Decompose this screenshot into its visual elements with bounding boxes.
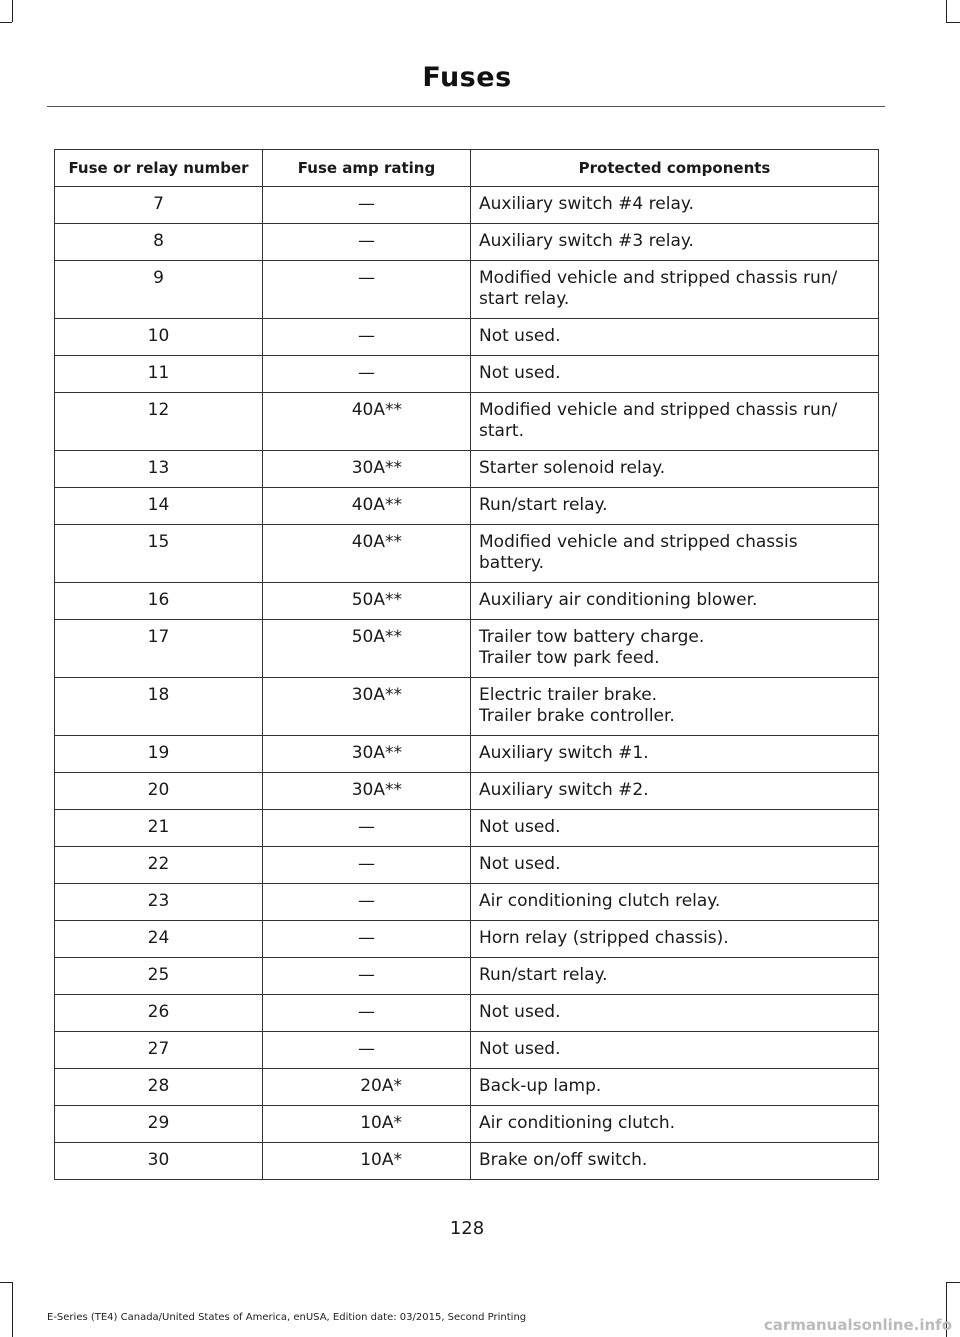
fuse-table-body bbox=[55, 187, 879, 1180]
component-line: Auxiliary air conditioning blower. bbox=[479, 590, 758, 610]
component-line: Modified vehicle and stripped chassis bbox=[479, 532, 798, 552]
amp-rating-cell: — bbox=[263, 319, 471, 356]
table-row bbox=[55, 847, 879, 884]
fuse-number-cell: 29 bbox=[55, 1106, 263, 1143]
table-row bbox=[55, 678, 879, 736]
fuse-number-cell: 30 bbox=[55, 1143, 263, 1180]
fuse-number-cell: 11 bbox=[55, 356, 263, 393]
component-line: Not used. bbox=[479, 363, 561, 383]
page-number: 128 bbox=[449, 1218, 485, 1239]
protected-components-cell bbox=[471, 393, 879, 451]
component-line: Trailer tow battery charge. bbox=[479, 627, 705, 647]
section-title: Fuses bbox=[422, 62, 512, 93]
component-line: Auxiliary switch #4 relay. bbox=[479, 194, 694, 214]
amp-rating-cell: 40A** bbox=[263, 525, 471, 583]
column-header-fuse-number: Fuse or relay number bbox=[55, 150, 263, 187]
table-row bbox=[55, 995, 879, 1032]
component-line: Modified vehicle and stripped chassis run/ bbox=[479, 400, 838, 420]
footer-edition-info: E-Series (TE4) Canada/United States of America, enUSA, Edition date: 03/2015, Second Printing bbox=[47, 1312, 527, 1323]
amp-rating-cell: 40A** bbox=[263, 393, 471, 451]
fuse-number-cell: 23 bbox=[55, 884, 263, 921]
crop-mark-top-left-h bbox=[0, 22, 12, 23]
column-header-amp-rating: Fuse amp rating bbox=[263, 150, 471, 187]
amp-rating-cell: — bbox=[263, 847, 471, 884]
fuse-number-cell: 21 bbox=[55, 810, 263, 847]
fuse-number-cell: 9 bbox=[55, 261, 263, 319]
protected-components-cell bbox=[471, 1069, 879, 1106]
title-rule bbox=[47, 106, 885, 107]
fuse-number-cell: 24 bbox=[55, 921, 263, 958]
table-row bbox=[55, 525, 879, 583]
protected-components-cell bbox=[471, 810, 879, 847]
protected-components-cell bbox=[471, 620, 879, 678]
component-line: battery. bbox=[479, 553, 545, 573]
watermark: carmanualsonline.info bbox=[763, 1316, 952, 1334]
table-row bbox=[55, 393, 879, 451]
crop-mark-bottom-left-v bbox=[12, 1282, 13, 1337]
table-row bbox=[55, 810, 879, 847]
table-row bbox=[55, 187, 879, 224]
amp-rating-cell: — bbox=[263, 356, 471, 393]
protected-components-cell bbox=[471, 736, 879, 773]
component-line: Not used. bbox=[479, 326, 561, 346]
amp-rating-cell: 10A* bbox=[263, 1106, 471, 1143]
component-line: start relay. bbox=[479, 289, 570, 309]
fuse-number-cell: 12 bbox=[55, 393, 263, 451]
protected-components-cell bbox=[471, 1143, 879, 1180]
fuse-number-cell: 28 bbox=[55, 1069, 263, 1106]
table-row bbox=[55, 921, 879, 958]
fuse-number-cell: 13 bbox=[55, 451, 263, 488]
component-line: Auxiliary switch #1. bbox=[479, 743, 649, 763]
amp-rating-cell: 50A** bbox=[263, 583, 471, 620]
component-line: Auxiliary switch #3 relay. bbox=[479, 231, 694, 251]
component-line: Run/start relay. bbox=[479, 495, 608, 515]
amp-rating-cell: — bbox=[263, 884, 471, 921]
component-line: Not used. bbox=[479, 1039, 561, 1059]
component-line: start. bbox=[479, 421, 524, 441]
fuse-number-cell: 26 bbox=[55, 995, 263, 1032]
table-row bbox=[55, 451, 879, 488]
fuse-number-cell: 8 bbox=[55, 224, 263, 261]
protected-components-cell bbox=[471, 356, 879, 393]
protected-components-cell bbox=[471, 451, 879, 488]
protected-components-cell bbox=[471, 261, 879, 319]
table-row bbox=[55, 884, 879, 921]
component-line: Not used. bbox=[479, 854, 561, 874]
table-row bbox=[55, 583, 879, 620]
amp-rating-cell: 10A* bbox=[263, 1143, 471, 1180]
protected-components-cell bbox=[471, 1106, 879, 1143]
component-line: Starter solenoid relay. bbox=[479, 458, 666, 478]
protected-components-cell bbox=[471, 884, 879, 921]
fuse-number-cell: 25 bbox=[55, 958, 263, 995]
table-row bbox=[55, 1143, 879, 1180]
component-line: Brake on/off switch. bbox=[479, 1150, 648, 1170]
component-line: Not used. bbox=[479, 1002, 561, 1022]
fuse-number-cell: 27 bbox=[55, 1032, 263, 1069]
crop-mark-top-left-v bbox=[12, 0, 13, 22]
table-row bbox=[55, 620, 879, 678]
component-line: Trailer tow park feed. bbox=[479, 648, 660, 668]
fuse-number-cell: 16 bbox=[55, 583, 263, 620]
table-row bbox=[55, 319, 879, 356]
fuse-number-cell: 20 bbox=[55, 773, 263, 810]
protected-components-cell bbox=[471, 224, 879, 261]
table-row bbox=[55, 773, 879, 810]
table-row bbox=[55, 958, 879, 995]
amp-rating-cell: 20A* bbox=[263, 1069, 471, 1106]
protected-components-cell bbox=[471, 847, 879, 884]
fuse-table bbox=[54, 149, 879, 1180]
crop-mark-top-right-h bbox=[946, 22, 960, 23]
amp-rating-cell: — bbox=[263, 187, 471, 224]
component-line: Run/start relay. bbox=[479, 965, 608, 985]
component-line: Trailer brake controller. bbox=[479, 706, 675, 726]
protected-components-cell bbox=[471, 773, 879, 810]
fuse-number-cell: 10 bbox=[55, 319, 263, 356]
protected-components-cell bbox=[471, 488, 879, 525]
protected-components-cell bbox=[471, 921, 879, 958]
table-row bbox=[55, 488, 879, 525]
amp-rating-cell: — bbox=[263, 995, 471, 1032]
amp-rating-cell: 30A** bbox=[263, 736, 471, 773]
table-row bbox=[55, 224, 879, 261]
fuse-number-cell: 19 bbox=[55, 736, 263, 773]
amp-rating-cell: — bbox=[263, 921, 471, 958]
component-line: Auxiliary switch #2. bbox=[479, 780, 649, 800]
table-row bbox=[55, 736, 879, 773]
amp-rating-cell: 30A** bbox=[263, 451, 471, 488]
crop-mark-top-right-v bbox=[946, 0, 947, 22]
fuse-number-cell: 18 bbox=[55, 678, 263, 736]
amp-rating-cell: — bbox=[263, 261, 471, 319]
amp-rating-cell: — bbox=[263, 810, 471, 847]
protected-components-cell bbox=[471, 958, 879, 995]
fuse-number-cell: 7 bbox=[55, 187, 263, 224]
crop-mark-bottom-right-h bbox=[946, 1282, 960, 1283]
crop-mark-bottom-left-h bbox=[0, 1282, 12, 1283]
component-line: Air conditioning clutch relay. bbox=[479, 891, 721, 911]
amp-rating-cell: — bbox=[263, 224, 471, 261]
amp-rating-cell: 30A** bbox=[263, 773, 471, 810]
protected-components-cell bbox=[471, 187, 879, 224]
amp-rating-cell: 30A** bbox=[263, 678, 471, 736]
component-line: Back-up lamp. bbox=[479, 1076, 602, 1096]
table-row bbox=[55, 1069, 879, 1106]
column-header-protected-components: Protected components bbox=[471, 150, 879, 187]
table-row bbox=[55, 1106, 879, 1143]
amp-rating-cell: — bbox=[263, 1032, 471, 1069]
component-line: Air conditioning clutch. bbox=[479, 1113, 676, 1133]
table-header-row bbox=[55, 150, 879, 187]
amp-rating-cell: 50A** bbox=[263, 620, 471, 678]
table-row bbox=[55, 261, 879, 319]
component-line: Not used. bbox=[479, 817, 561, 837]
component-line: Modified vehicle and stripped chassis run/ bbox=[479, 268, 838, 288]
fuse-number-cell: 14 bbox=[55, 488, 263, 525]
protected-components-cell bbox=[471, 583, 879, 620]
protected-components-cell bbox=[471, 319, 879, 356]
table-row bbox=[55, 356, 879, 393]
component-line: Horn relay (stripped chassis). bbox=[479, 928, 729, 948]
amp-rating-cell: — bbox=[263, 958, 471, 995]
protected-components-cell bbox=[471, 525, 879, 583]
table-row bbox=[55, 1032, 879, 1069]
protected-components-cell bbox=[471, 1032, 879, 1069]
protected-components-cell bbox=[471, 678, 879, 736]
fuse-number-cell: 15 bbox=[55, 525, 263, 583]
component-line: Electric trailer brake. bbox=[479, 685, 658, 705]
fuse-number-cell: 22 bbox=[55, 847, 263, 884]
protected-components-cell bbox=[471, 995, 879, 1032]
amp-rating-cell: 40A** bbox=[263, 488, 471, 525]
fuse-number-cell: 17 bbox=[55, 620, 263, 678]
